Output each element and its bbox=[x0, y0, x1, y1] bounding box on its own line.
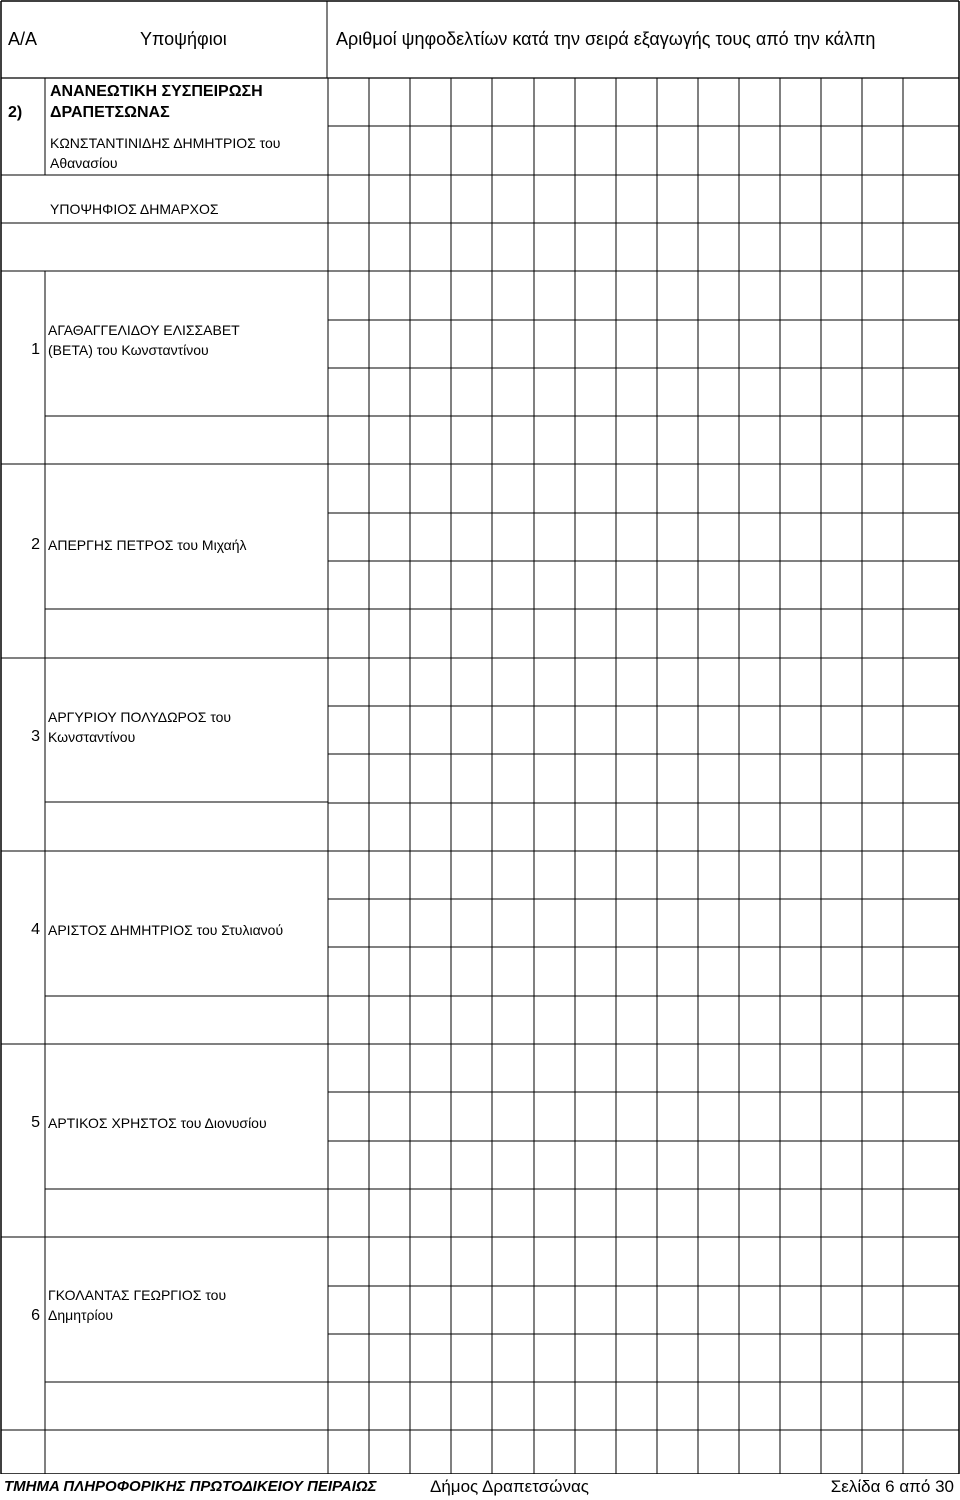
header-ballots: Αριθμοί ψηφοδελτίων κατά την σειρά εξαγωγής τους από την κάλπη bbox=[336, 28, 876, 49]
party-name bbox=[50, 81, 263, 123]
candidate-number: 2 bbox=[31, 536, 40, 553]
candidate-name-line2: Κωνσταντίνου bbox=[48, 729, 136, 745]
party-leader-line1: ΚΩΝΣΤΑΝΤΙΝΙΔΗΣ ΔΗΜΗΤΡΙΟΣ του bbox=[50, 135, 281, 151]
footer-page-number: Σελίδα 6 από 30 bbox=[830, 1477, 954, 1496]
candidate-name bbox=[48, 1285, 318, 1325]
candidate-name bbox=[48, 1113, 318, 1133]
party-number: 2) bbox=[8, 104, 23, 121]
footer-department: ΤΜΗΜΑ ΠΛΗΡΟΦΟΡΙΚΗΣ ΠΡΩΤΟΔΙΚΕΙΟΥ ΠΕΙΡΑΙΩΣ bbox=[4, 1478, 377, 1495]
candidate-name bbox=[48, 320, 318, 360]
header-aa: Α/Α bbox=[8, 28, 38, 49]
candidate-name bbox=[48, 707, 318, 747]
party-leader-role: ΥΠΟΨΗΦΙΟΣ ΔΗΜΑΡΧΟΣ bbox=[50, 201, 219, 217]
candidate-name-line2: Δημητρίου bbox=[48, 1307, 114, 1323]
candidate-name-line1: ΑΓΑΘΑΓΓΕΛΙΔΟΥ ΕΛΙΣΣΑΒΕΤ bbox=[48, 322, 240, 338]
candidate-name-line2: (ΒΕΤΑ) του Κωνσταντίνου bbox=[48, 342, 209, 358]
candidate-name-line1: ΑΠΕΡΓΗΣ ΠΕΤΡΟΣ του Μιχαήλ bbox=[48, 537, 247, 553]
header-candidates: Υποψήφιοι bbox=[140, 28, 227, 49]
footer-municipality: Δήμος Δραπετσώνας bbox=[430, 1477, 589, 1496]
candidate-name-line1: ΑΡΤΙΚΟΣ ΧΡΗΣΤΟΣ του Διονυσίου bbox=[48, 1115, 267, 1131]
candidate-number: 5 bbox=[31, 1114, 40, 1131]
candidate-name bbox=[48, 920, 318, 940]
candidate-name-line1: ΑΡΙΣΤΟΣ ΔΗΜΗΤΡΙΟΣ του Στυλιανού bbox=[48, 922, 284, 938]
candidate-name bbox=[48, 535, 318, 555]
party-leader-line2: Αθανασίου bbox=[50, 155, 118, 171]
candidate-name-line1: ΑΡΓΥΡΙΟΥ ΠΟΛΥΔΩΡΟΣ του bbox=[48, 709, 232, 725]
candidate-number: 4 bbox=[31, 921, 40, 938]
party-name-line1: ΑΝΑΝΕΩΤΙΚΗ ΣΥΣΠΕΙΡΩΣΗ bbox=[50, 83, 263, 100]
candidate-number: 3 bbox=[31, 728, 40, 745]
candidate-number: 6 bbox=[31, 1307, 40, 1324]
party-name-line2: ΔΡΑΠΕΤΣΩΝΑΣ bbox=[50, 104, 170, 121]
candidate-number: 1 bbox=[31, 341, 40, 358]
party-leader bbox=[50, 133, 320, 173]
candidate-name-line1: ΓΚΟΛΑΝΤΑΣ ΓΕΩΡΓΙΟΣ του bbox=[48, 1287, 227, 1303]
